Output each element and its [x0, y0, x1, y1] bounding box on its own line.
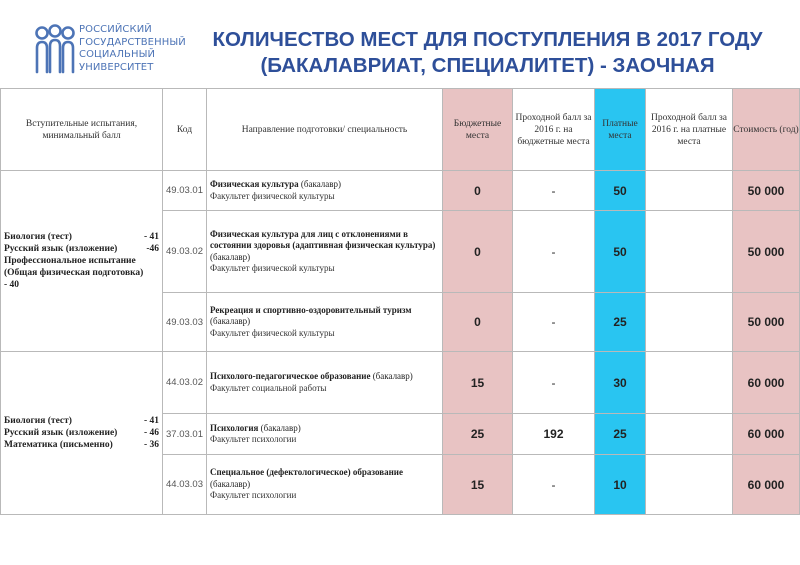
paid-places: 30 — [595, 352, 646, 414]
header-code: Код — [163, 89, 207, 171]
program-cell — [207, 293, 443, 352]
university-name-line: УНИВЕРСИТЕТ — [79, 61, 154, 73]
requirements-cell — [1, 171, 163, 352]
paid-places: 25 — [595, 293, 646, 352]
requirement-line — [4, 439, 162, 451]
university-logo-icon — [33, 24, 77, 76]
budget-places: 25 — [443, 414, 513, 455]
header-requirements: Вступительные испытания, минимальный балл — [1, 89, 163, 171]
program-name: Специальное (дефектологическое) образование (бакалавр) — [210, 467, 403, 489]
requirement-label: Русский язык (изложение) — [4, 428, 118, 438]
paid-places: 50 — [595, 171, 646, 211]
requirement-line — [4, 415, 162, 427]
header — [0, 0, 800, 88]
university-name — [79, 24, 189, 74]
budget-places: 15 — [443, 352, 513, 414]
paid-score — [646, 293, 733, 352]
header-paid: Платные места — [595, 89, 646, 171]
requirement-label: Биология (тест) — [4, 416, 72, 426]
budget-score: - — [513, 455, 595, 515]
requirement-label: Биология (тест) — [4, 232, 72, 242]
program-cell — [207, 455, 443, 515]
program-name: Физическая культура (бакалавр) — [210, 179, 342, 189]
budget-places: 0 — [443, 293, 513, 352]
requirement-score: -46 — [146, 244, 159, 254]
program-name: Рекреация и спортивно-оздоровительный туризм (бакалавр) — [210, 304, 412, 327]
university-name-line: СОЦИАЛЬНЫЙ — [79, 49, 156, 60]
cost: 60 000 — [733, 352, 800, 414]
program-faculty: Факультет психологии — [210, 490, 297, 501]
requirement-line — [4, 243, 162, 255]
paid-places: 25 — [595, 414, 646, 455]
program-faculty: Факультет физической культуры — [210, 263, 335, 273]
budget-places: 0 — [443, 211, 513, 293]
admission-table — [0, 88, 800, 515]
program-name: Физическая культура для лиц с отклонениями в состоянии здоровья (адаптивная физическая культура) (бакалавр) — [210, 228, 436, 262]
program-faculty: Факультет психологии — [210, 434, 297, 444]
requirement-score: - 36 — [143, 440, 159, 450]
cost: 60 000 — [733, 414, 800, 455]
program-cell — [207, 171, 443, 211]
requirement-label: Профессиональное испытание (Общая физическая подготовка) — [4, 256, 144, 278]
cost: 50 000 — [733, 211, 800, 293]
budget-places: 15 — [443, 455, 513, 515]
requirement-line — [4, 231, 162, 243]
university-name-line: РОССИЙСКИЙ — [79, 24, 152, 35]
requirement-line — [4, 427, 162, 439]
paid-places: 50 — [595, 211, 646, 293]
budget-score: - — [513, 211, 595, 293]
paid-score — [646, 455, 733, 515]
program-name: Психология (бакалавр) — [210, 422, 301, 433]
header-budget: Бюджетные места — [443, 89, 513, 171]
paid-score — [646, 211, 733, 293]
budget-score: 192 — [513, 414, 595, 455]
header-program: Направление подготовки/ специальность — [207, 89, 443, 171]
program-code: 44.03.02 — [163, 352, 207, 414]
program-faculty: Факультет физической культуры — [210, 190, 335, 201]
program-code: 49.03.01 — [163, 171, 207, 211]
title-line-2: (БАКАЛАВРИАТ, СПЕЦИАЛИТЕТ) - ЗАОЧНАЯ — [260, 54, 715, 77]
cost: 50 000 — [733, 293, 800, 352]
program-cell — [207, 414, 443, 455]
requirement-label: Русский язык (изложение) — [4, 244, 118, 254]
header-cost: Стоимость (год) — [733, 89, 800, 171]
cost: 60 000 — [733, 455, 800, 515]
program-code: 49.03.03 — [163, 293, 207, 352]
requirements-cell — [1, 352, 163, 515]
paid-score — [646, 352, 733, 414]
requirement-label: Математика (письменно) — [4, 440, 113, 450]
program-faculty: Факультет социальной работы — [210, 382, 327, 393]
requirement-label: - 40 — [4, 280, 20, 290]
program-cell — [207, 211, 443, 293]
header-budget-score: Проходной балл за 2016 г. на бюджетные места — [513, 89, 595, 171]
budget-score: - — [513, 171, 595, 211]
page-title — [190, 27, 785, 79]
program-name: Психолого-педагогическое образование (бакалавр) — [210, 371, 413, 381]
requirement-score: - 41 — [143, 232, 159, 242]
paid-places: 10 — [595, 455, 646, 515]
requirement-score: - 46 — [143, 428, 159, 438]
requirement-score: - 41 — [143, 416, 159, 426]
cost: 50 000 — [733, 171, 800, 211]
paid-score — [646, 414, 733, 455]
title-line-1: КОЛИЧЕСТВО МЕСТ ДЛЯ ПОСТУПЛЕНИЯ В 2017 ГОДУ — [212, 28, 763, 51]
program-cell — [207, 352, 443, 414]
university-name-line: ГОСУДАРСТВЕННЫЙ — [79, 36, 186, 48]
paid-score — [646, 171, 733, 211]
budget-score: - — [513, 293, 595, 352]
table-row — [1, 352, 800, 414]
program-code: 49.03.02 — [163, 211, 207, 293]
budget-places: 0 — [443, 171, 513, 211]
table-row — [1, 171, 800, 211]
program-code: 44.03.03 — [163, 455, 207, 515]
program-code: 37.03.01 — [163, 414, 207, 455]
program-faculty: Факультет физической культуры — [210, 327, 335, 338]
table-header-row — [1, 89, 800, 171]
budget-score: - — [513, 352, 595, 414]
header-paid-score: Проходной балл за 2016 г. на платные места — [646, 89, 733, 171]
